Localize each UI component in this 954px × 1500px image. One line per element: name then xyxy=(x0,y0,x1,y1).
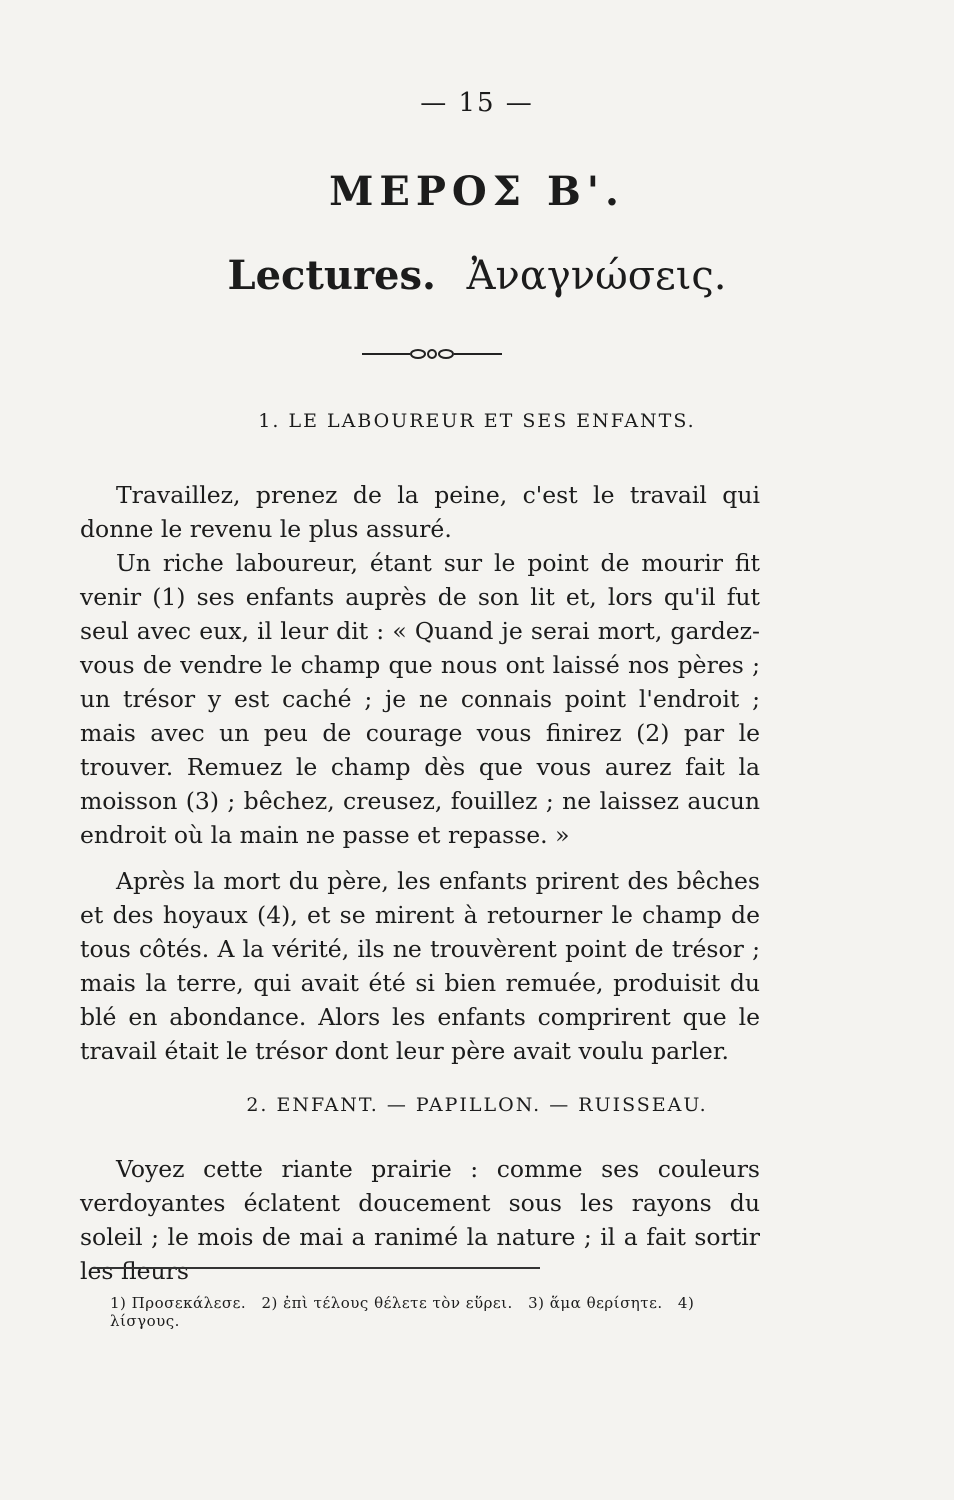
paragraph: Voyez cette riante prairie : comme ses couleurs verdoyantes éclatent doucement sous les rayons du soleil ; le mois de mai a ranimé la nature ; il a fait sortir les fleurs xyxy=(80,1155,760,1285)
section-2-heading xyxy=(0,1094,954,1116)
part-title: ΜΕΡΟΣ Β'. xyxy=(329,168,625,215)
page-number: — 15 — xyxy=(420,88,534,118)
section-1-text xyxy=(80,478,760,852)
section-1-title: LE LABOUREUR ET SES ENFANTS. xyxy=(288,410,696,432)
paragraph: Un riche laboureur, étant sur le point de mourir fit venir (1) ses enfants auprès de son lit et, lors qu'il fut seul avec eux, il leur dit : « Quand je serai mort, gardez-vous de vendre le champ que nous ont laissé nos pères ; un trésor y est caché ; je ne connais point l'endroit ; mais avec un peu de courage vous finirez (2) par le trouver. Remuez le champ dès que vous aurez fait la moisson (3) ; bêchez, creusez, fouillez ; ne laissez aucun endroit où la main ne passe et repasse. » xyxy=(80,549,760,849)
footnotes xyxy=(110,1294,770,1330)
paragraph: Travaillez, prenez de la peine, c'est le travail qui donne le revenu le plus assuré. xyxy=(80,481,760,543)
footnote-item: 2) ἐπὶ τέλους θέλετε τὸν εὕρει. xyxy=(261,1294,513,1312)
subtitle-latin: Lectures. xyxy=(227,252,436,299)
section-2-title: ENFANT. — PAPILLON. — RUISSEAU. xyxy=(276,1094,708,1116)
section-1-text-continued xyxy=(80,864,760,1068)
footnote-item: 3) ἅμα θερίσητε. xyxy=(528,1294,663,1312)
paragraph: Après la mort du père, les enfants prirent des bêches et des hoyaux (4), et se mirent à retourner le champ de tous côtés. A la vérité, ils ne trouvèrent point de trésor ; mais la terre, qui avait été si bien remuée, produisit du blé en abondance. Alors les enfants comprirent que le travail était le trésor dont leur père avait voulu parler. xyxy=(80,867,760,1065)
ornament-divider-icon xyxy=(362,342,502,366)
chapter-subtitle xyxy=(0,252,954,299)
section-2-number: 2. xyxy=(246,1094,269,1116)
footnote-item: 1) Προσεκάλεσε. xyxy=(110,1294,247,1312)
footnote-item: 4) λίσγους. xyxy=(110,1294,695,1330)
subtitle-greek: Ἀναγνώσεις. xyxy=(466,253,727,299)
section-1-heading xyxy=(0,410,954,432)
footnote-rule xyxy=(92,1267,540,1269)
section-1-number: 1. xyxy=(258,410,281,432)
